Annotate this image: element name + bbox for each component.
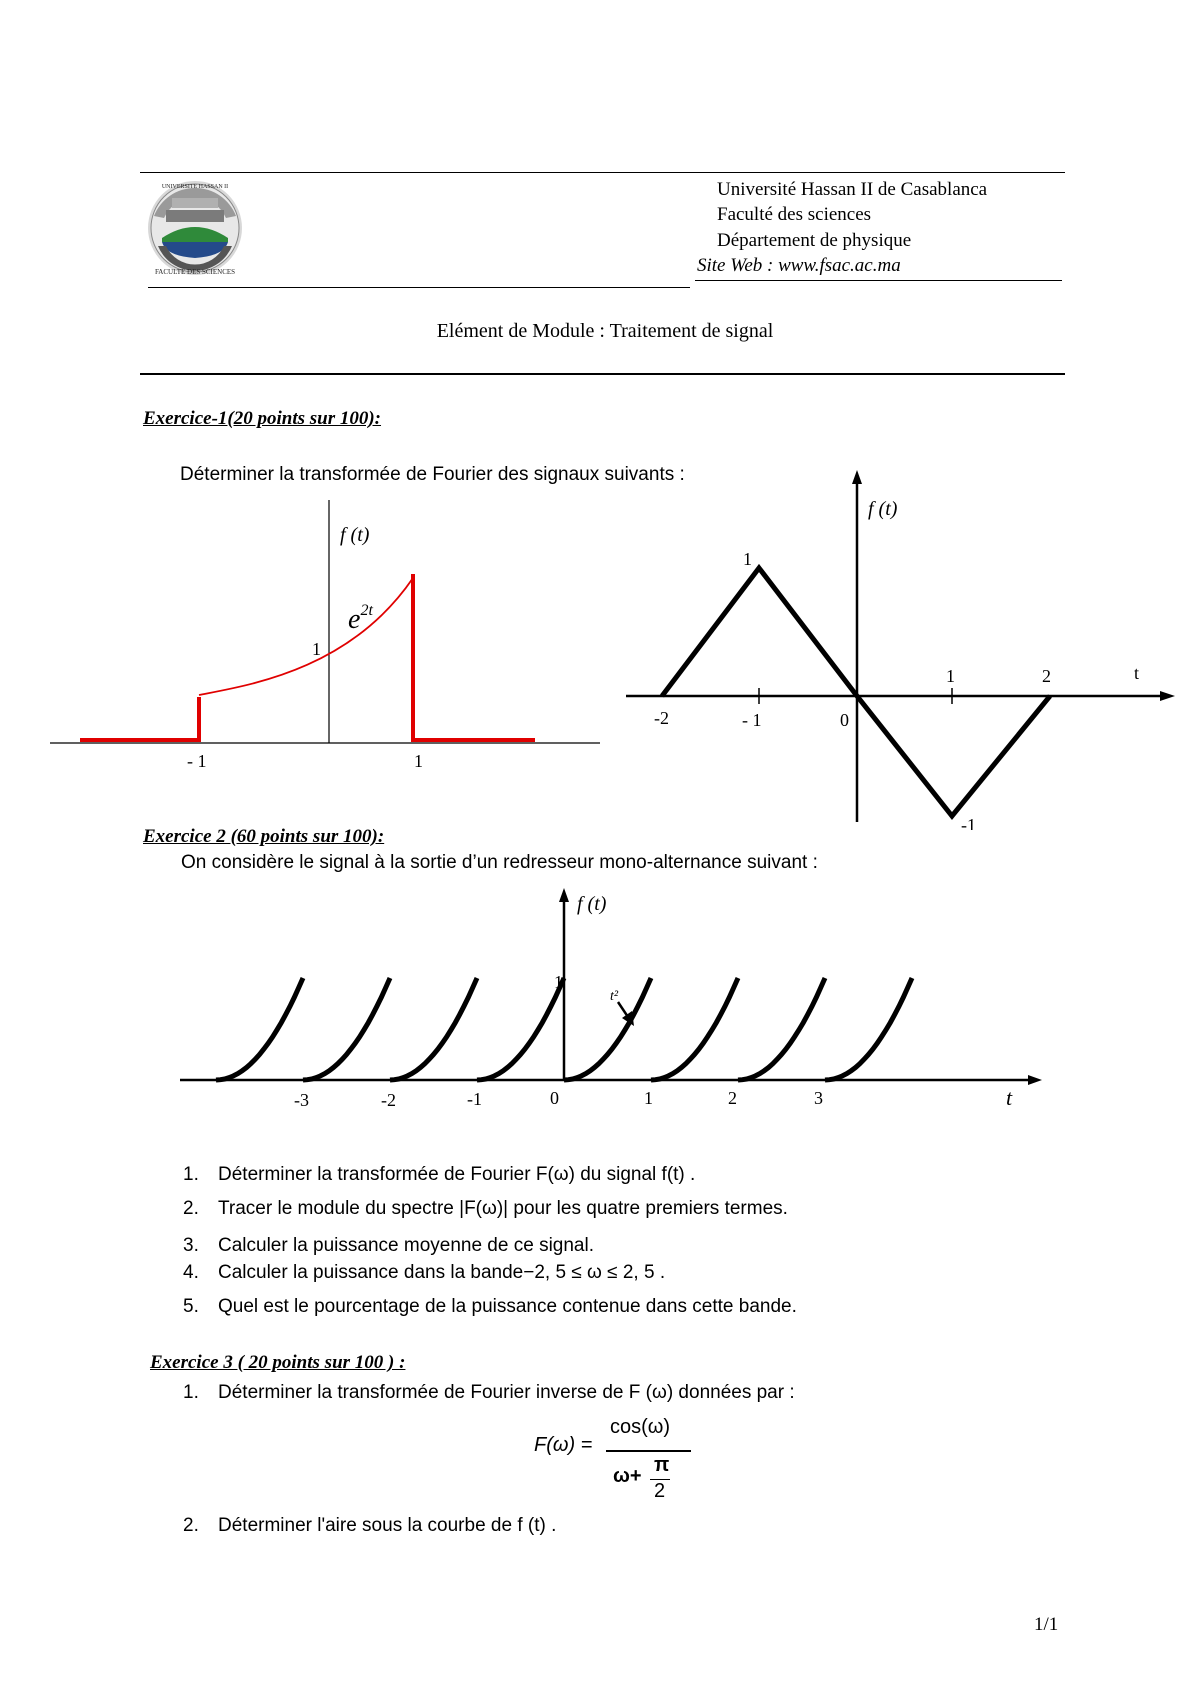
- fig3-arch: [216, 978, 303, 1080]
- page-number: 1/1: [1034, 1614, 1059, 1635]
- exercise3-title: Exercice 3 ( 20 points sur 100 ) :: [150, 1352, 406, 1373]
- header-top-rule: [140, 172, 1065, 173]
- fig2-trough-label: -1: [961, 815, 976, 830]
- fig3-xtick-minus1: -1: [467, 1089, 482, 1109]
- fig3-curve-label: t²: [610, 989, 619, 1004]
- exercise2-question-4: 4. Calculer la puissance dans la bande−2, 5 ≤ ω ≤ 2, 5 .: [183, 1262, 666, 1283]
- fig1-y1-label: 1: [312, 639, 321, 659]
- faculty-name: Faculté des sciences: [717, 204, 872, 225]
- fig2-xtick-0: 0: [840, 710, 849, 730]
- formula-fraction-bar: [606, 1450, 691, 1452]
- fig3-arch: [825, 978, 912, 1080]
- department-name: Département de physique: [717, 230, 912, 251]
- fig3-xtick-2: 2: [728, 1088, 737, 1108]
- fig3-xtick-1: 1: [644, 1088, 653, 1108]
- fig1-xtick-1: 1: [414, 751, 423, 771]
- fig1-exp-curve: [199, 578, 413, 695]
- figure-rectifier-signal: [170, 880, 1050, 1120]
- fig1-curve-label: $e^{2t}$: [348, 602, 373, 635]
- fig1-signal-right: [413, 574, 535, 740]
- formula-pi: π: [654, 1454, 670, 1476]
- fig3-xlabel: t: [1006, 1085, 1013, 1110]
- fig3-arch: [564, 978, 651, 1080]
- fig3-xtick-minus2: -2: [381, 1090, 396, 1110]
- fig1-ylabel: f (t): [340, 524, 370, 546]
- university-name: Université Hassan II de Casablanca: [717, 179, 988, 200]
- module-title-rule: [140, 373, 1065, 375]
- fig3-arch: [390, 978, 477, 1080]
- fig3-y1-label: 1: [554, 972, 563, 992]
- exercise2-question-5: 5. Quel est le pourcentage de la puissance contenue dans cette bande.: [183, 1296, 797, 1317]
- exercise2-question-1: 1. Déterminer la transformée de Fourier F(ω) du signal f(t) .: [183, 1164, 696, 1185]
- fig2-xtick-minus2: -2: [654, 708, 669, 728]
- exercise2-question-3: 3. Calculer la puissance moyenne de ce signal.: [183, 1235, 594, 1256]
- fig3-arch: [738, 978, 825, 1080]
- exercise3-question-1: 1. Déterminer la transformée de Fourier inverse de F (ω) données par :: [183, 1382, 795, 1403]
- formula-denom-left: ω+: [613, 1465, 642, 1487]
- figure-triangle-signal: [610, 470, 1175, 830]
- formula-two: 2: [654, 1480, 666, 1502]
- exercise2-title: Exercice 2 (60 points sur 100):: [143, 826, 385, 847]
- fig3-arch: [651, 978, 738, 1080]
- svg-text:FACULTE DES SCIENCES: FACULTE DES SCIENCES: [154, 268, 236, 276]
- fig3-xtick-0: 0: [550, 1088, 559, 1108]
- exercise3-formula: [530, 1410, 700, 1505]
- header-left-rule: [148, 287, 690, 288]
- exercise1-instruction: Déterminer la transformée de Fourier des signaux suivants :: [180, 464, 685, 485]
- formula-numerator: cos(ω): [610, 1416, 671, 1438]
- module-title: Elément de Module : Traitement de signal: [436, 320, 774, 342]
- fig3-xtick-3: 3: [814, 1088, 823, 1108]
- fig3-ylabel: f (t): [577, 893, 607, 915]
- fig2-xlabel: t: [1134, 663, 1140, 683]
- fig3-arch: [303, 978, 390, 1080]
- header-right-rule: [695, 280, 1062, 281]
- exercise2-question-2: 2. Tracer le module du spectre |F(ω)| pour les quatre premiers termes.: [183, 1198, 788, 1219]
- exercise1-title: Exercice-1(20 points sur 100):: [143, 408, 382, 429]
- fig3-arch: [477, 978, 564, 1080]
- fig1-xtick-minus1: - 1: [187, 751, 207, 771]
- exercise3-question-2: 2. Déterminer l'aire sous la courbe de f (t) .: [183, 1515, 557, 1536]
- formula-lhs: F(ω) =: [534, 1434, 593, 1456]
- fig2-peak-label: 1: [743, 549, 752, 569]
- fig2-xtick-minus1: - 1: [742, 710, 762, 730]
- fig3-xtick-minus3: -3: [294, 1090, 309, 1110]
- fig1-signal-left: [80, 697, 199, 740]
- fig2-ylabel: f (t): [868, 498, 898, 520]
- figure-exponential-signal: [50, 495, 605, 795]
- website-link[interactable]: Site Web : www.fsac.ac.ma: [697, 255, 901, 276]
- fig2-xtick-1: 1: [946, 666, 955, 686]
- fig2-xtick-2: 2: [1042, 666, 1051, 686]
- svg-text:UNIVERSITE HASSAN II: UNIVERSITE HASSAN II: [161, 184, 229, 190]
- exercise2-intro: On considère le signal à la sortie d’un redresseur mono-alternance suivant :: [181, 852, 818, 873]
- university-logo: [148, 176, 243, 279]
